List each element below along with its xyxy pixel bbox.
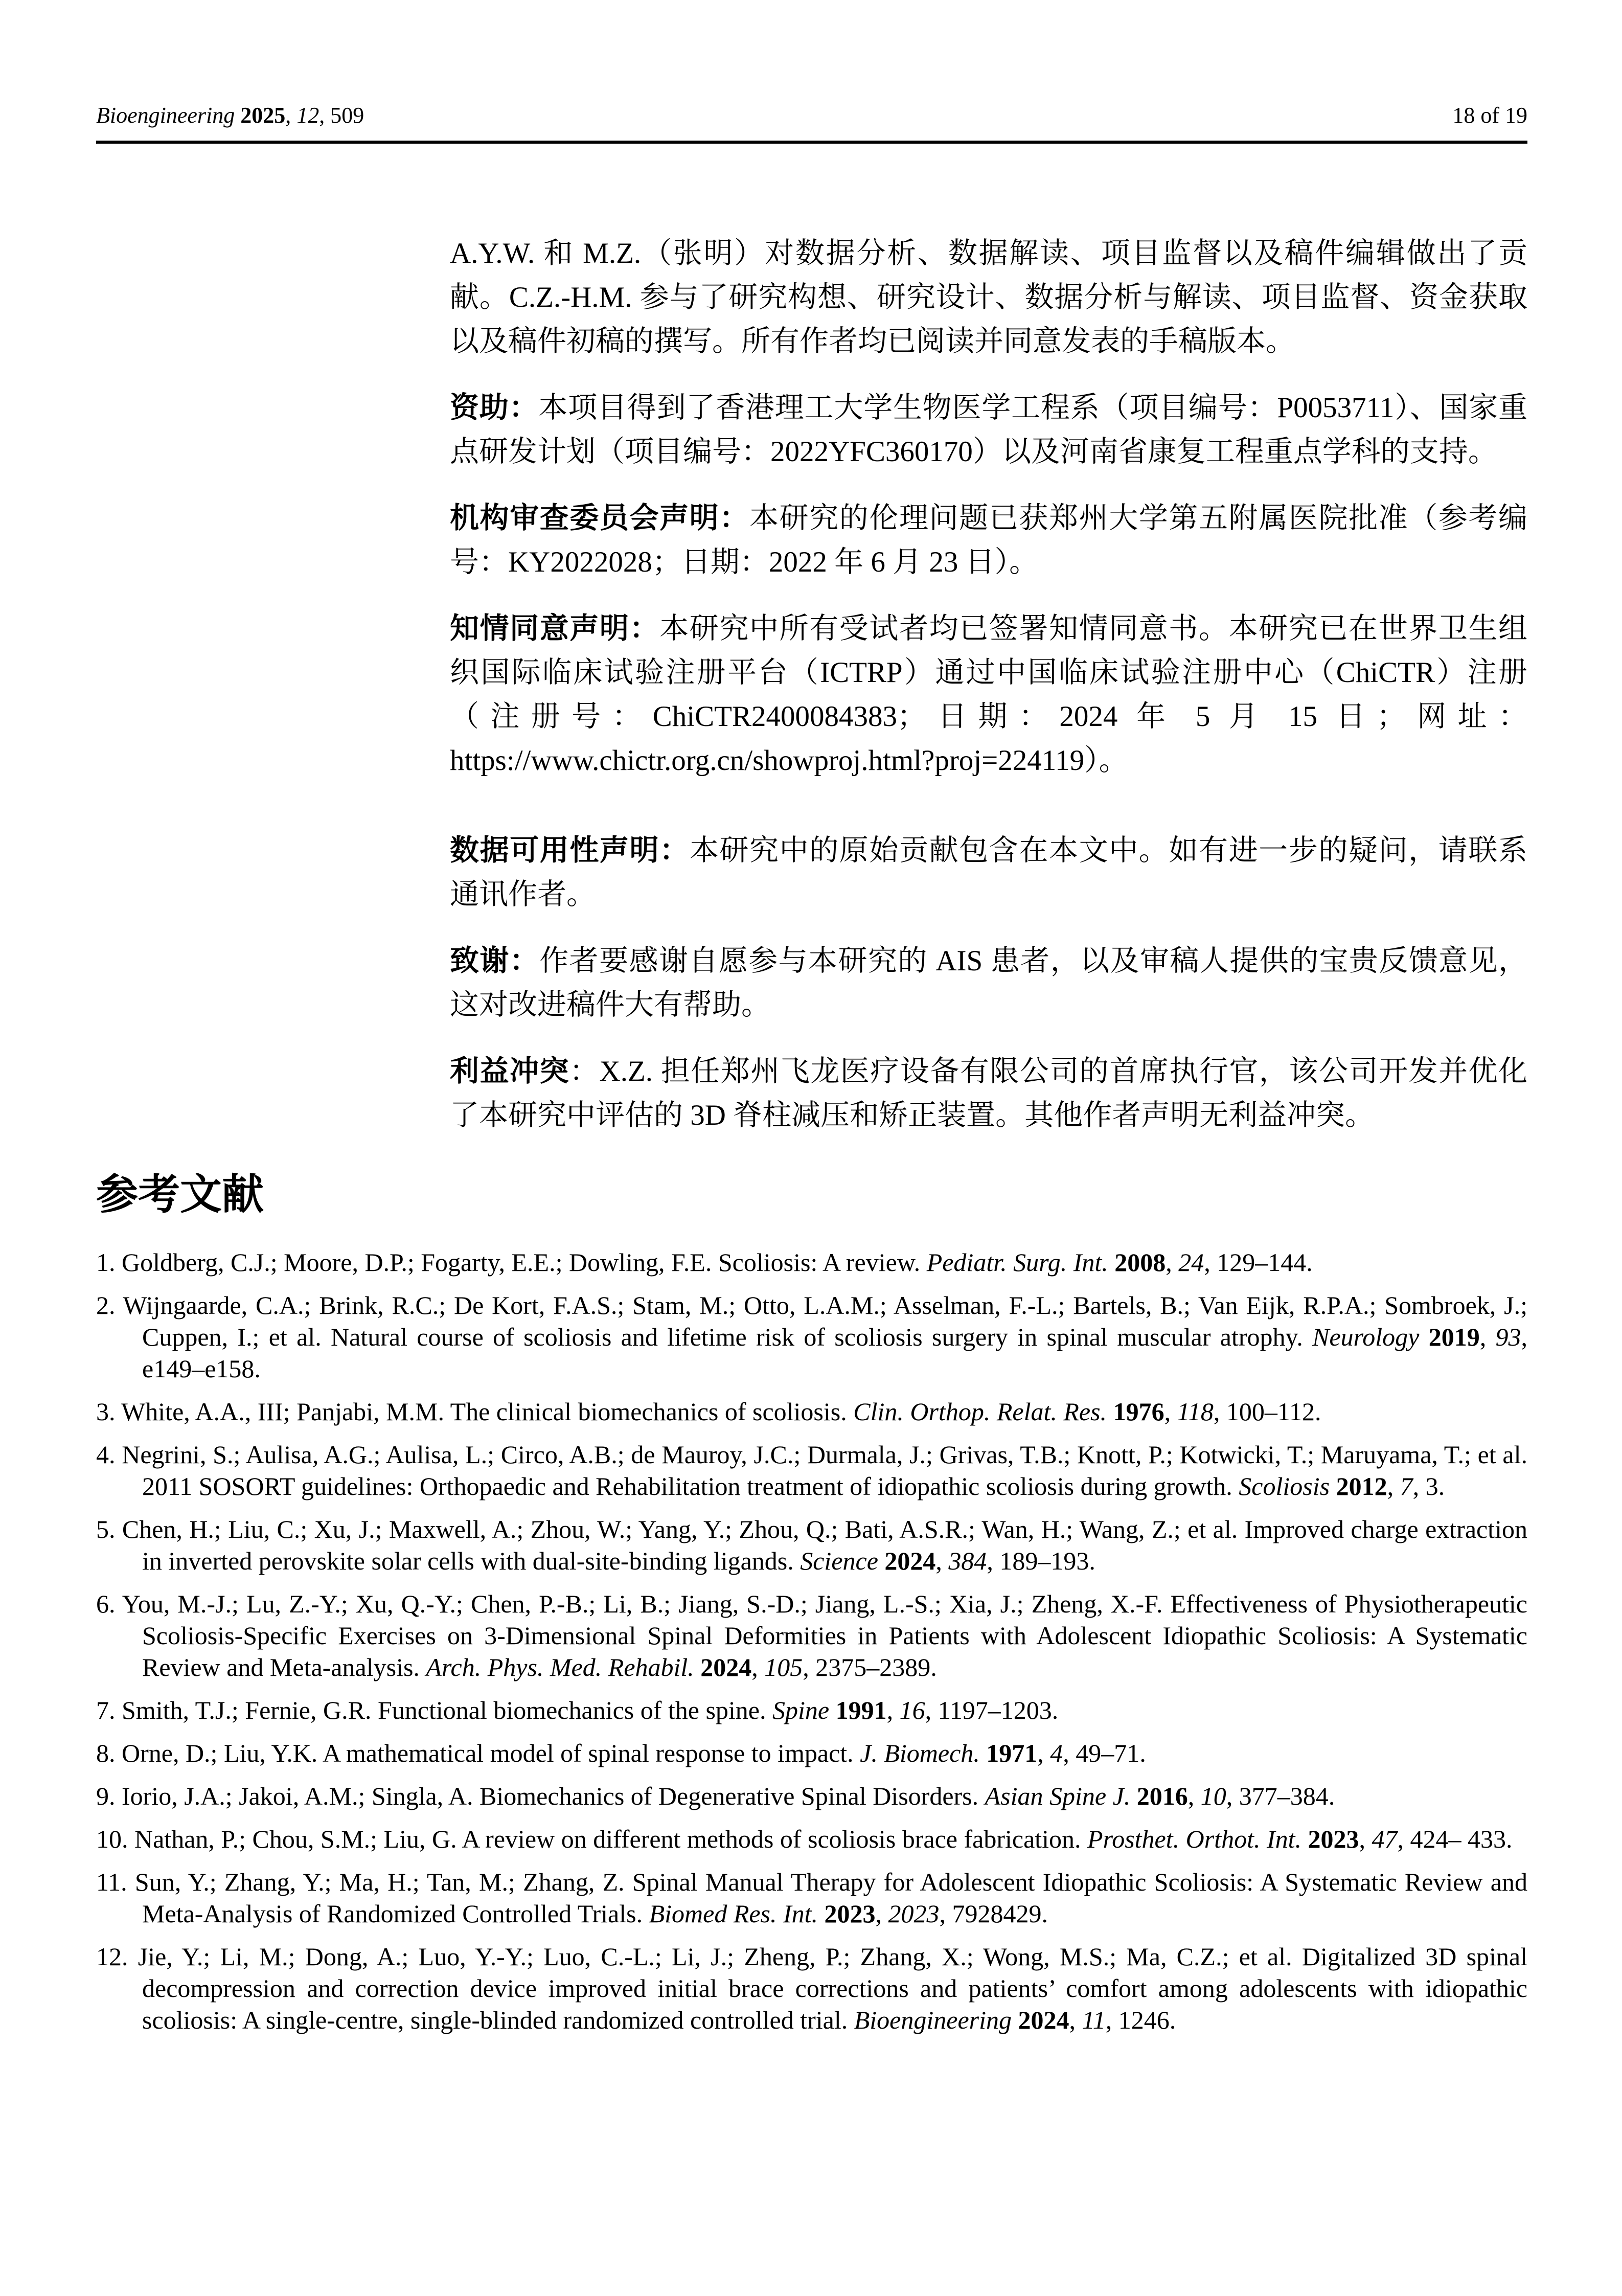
text-run: Orne, D.; Liu, Y.K. A mathematical model of spinal response to impact. [122, 1738, 860, 1767]
text-run [1012, 2006, 1018, 2034]
text-run: Clin. Orthop. Relat. Res. [853, 1397, 1107, 1426]
backmatter-paragraph [450, 1050, 1527, 1138]
text-run: J. Biomech. [860, 1738, 980, 1767]
text-run: Sun, Y.; Zhang, Y.; Ma, H.; Tan, M.; Zhang, Z. Spinal Manual Therapy for Adolescent Idiopathic Scoliosis: A Systematic Review and Meta-Analysis of Randomized Controlled Trials. [134, 1867, 1528, 1928]
text-run: , 377–384. [1226, 1781, 1335, 1810]
text-run: 2019 [1428, 1322, 1480, 1351]
text-run: Bioengineering [96, 103, 241, 128]
text-run: , 509 [319, 103, 364, 128]
reference-item [96, 1823, 1527, 1855]
text-run: 7 [1400, 1471, 1413, 1501]
text-run: 2025 [240, 103, 286, 128]
text-run [1301, 1825, 1308, 1853]
text-run: 47 [1372, 1824, 1398, 1853]
paragraph-text: 本研究的伦理问题已获郑州大学第五附属医院批准（参考编号：KY2022028；日期：2022 年 6 月 23 日）。 [450, 502, 1527, 578]
text-run: , [1187, 1781, 1201, 1810]
paragraph-text: 本研究中所有受试者均已签署知情同意书。本研究已在世界卫生组织国际临床试验注册平台（ICTRP）通过中国临床试验注册中心（ChiCTR）注册（注册号：ChiCTR2400084383；日期：2024 年 5 月 15 日；网址：https://www.chictr.org.cn/showproj.html?proj=224119）。 [450, 612, 1528, 777]
reference-text [116, 1397, 1321, 1426]
reference-item [96, 1246, 1527, 1278]
paragraph-text: A.Y.W. 和 M.Z.（张明）对数据分析、数据解读、项目监督以及稿件编辑做出了贡献。C.Z.-H.M. 参与了研究构想、研究设计、数据分析与解读、项目监督、资金获取以及稿件初稿的撰写。所有作者均已阅读并同意发表的手稿版本。 [450, 237, 1527, 357]
text-run: Bioengineering [854, 2005, 1012, 2034]
text-run: Arch. Phys. Med. Rehabil. [426, 1652, 694, 1681]
text-run: 2023 [888, 1899, 940, 1928]
text-run: 24 [1178, 1247, 1204, 1277]
text-run: Biomed Res. Int. [649, 1899, 818, 1928]
reference-number: 3. [96, 1397, 116, 1426]
paragraph-label: 知情同意声明： [450, 612, 660, 645]
text-run: 2024 [700, 1652, 752, 1681]
reference-item [96, 1737, 1527, 1769]
text-run [878, 1547, 885, 1575]
text-run: , 424– 433. [1397, 1824, 1513, 1853]
text-run [1419, 1323, 1428, 1351]
text-run: , 189–193. [987, 1546, 1095, 1575]
text-run: , [1164, 1397, 1177, 1426]
text-run: , 129–144. [1204, 1247, 1313, 1277]
text-run: , [935, 1546, 949, 1575]
text-run: 11 [1082, 2005, 1106, 2034]
backmatter-paragraph [450, 386, 1527, 474]
paragraph-text: 本项目得到了香港理工大学生物医学工程系（项目编号：P0053711）、国家重点研发计划（项目编号：2022YFC360170）以及河南省康复工程重点学科的支持。 [450, 391, 1527, 468]
text-run: , [751, 1652, 765, 1681]
reference-text [116, 1248, 1313, 1277]
text-run: , 2375–2389. [803, 1652, 937, 1681]
text-run: You, M.-J.; Lu, Z.-Y.; Xu, Q.-Y.; Chen, P.-B.; Li, B.; Jiang, S.-D.; Jiang, L.-S.; Xia, J.; Zheng, X.-F. Effectiveness of Physiotherapeutic Scoliosis-Specific Exercises on 3-Dimensional Spinal Deformities in Patients with Adolescent Idiopathic Scoliosis: A Systematic Review and Meta-analysis. [122, 1589, 1527, 1681]
text-run: , [875, 1899, 888, 1928]
text-run: Neurology [1312, 1322, 1420, 1351]
reference-text [116, 1739, 1146, 1767]
text-run: 16 [899, 1695, 925, 1724]
text-run: , [1037, 1738, 1050, 1767]
references-heading: 参考文献 [96, 1171, 264, 1218]
text-run: 1971 [986, 1738, 1038, 1767]
text-run: , 3. [1412, 1471, 1445, 1501]
text-run: , [1069, 2005, 1082, 2034]
backmatter-paragraph [450, 232, 1527, 363]
text-run: , 7928429. [939, 1899, 1048, 1928]
text-run: , [886, 1695, 900, 1724]
reference-number: 4. [96, 1440, 116, 1469]
text-run: 10 [1200, 1781, 1226, 1810]
text-run: Nathan, P.; Chou, S.M.; Liu, G. A review on different methods of scoliosis brace fabrication. [134, 1824, 1088, 1853]
text-run: Jie, Y.; Li, M.; Dong, A.; Luo, Y.-Y.; Luo, C.-L.; Li, J.; Zheng, P.; Zhang, X.; Wong, M.S.; Ma, C.Z.; et al. Digitalized 3D spinal decompression and correction device improved initial brace corrections and patients’ comfort among adolescents with idiopathic scoliosis: A single-centre, single-blinded randomized controlled trial. [138, 1942, 1528, 2034]
text-run [1130, 1782, 1137, 1810]
reference-text [128, 1942, 1528, 2034]
text-run: 1976 [1113, 1397, 1164, 1426]
text-run: , [285, 103, 297, 128]
reference-number: 11. [96, 1867, 127, 1896]
text-run: Chen, H.; Liu, C.; Xu, J.; Maxwell, A.; Zhou, W.; Yang, Y.; Zhou, Q.; Bati, A.S.R.; Wan, H.; Wang, Z.; et al. Improved charge extraction in inverted perovskite solar cells with dual-site-binding ligands. [122, 1514, 1528, 1575]
reference-text [116, 1589, 1528, 1681]
text-run: , [1387, 1471, 1400, 1501]
paragraph-label: 资助： [450, 391, 539, 424]
reference-text [116, 1696, 1059, 1724]
text-run: 4 [1050, 1738, 1063, 1767]
text-run [980, 1739, 987, 1767]
header-rule [96, 141, 1527, 144]
paragraph-text: 本研究中的原始贡献包含在本文中。如有进一步的疑问，请联系通讯作者。 [450, 834, 1528, 911]
text-run: 2024 [1018, 2005, 1069, 2034]
reference-item [96, 1694, 1527, 1726]
backmatter-paragraph [450, 939, 1527, 1027]
backmatter-paragraph [450, 496, 1527, 584]
reference-item [96, 1439, 1527, 1502]
text-run: , [1479, 1322, 1496, 1351]
reference-number: 8. [96, 1738, 116, 1767]
reference-item [96, 1866, 1527, 1929]
reference-item [96, 1588, 1527, 1683]
text-run: 93 [1495, 1322, 1521, 1351]
reference-text [116, 1291, 1528, 1383]
text-run: 2008 [1114, 1247, 1166, 1277]
text-run: Negrini, S.; Aulisa, A.G.; Aulisa, L.; Circo, A.B.; de Mauroy, J.C.; Durmala, J.; Grivas, T.B.; Knott, P.; Kotwicki, T.; Maruyama, T.; et al. 2011 SOSORT guidelines: Orthopaedic and Rehabilitation treatment of idiopathic scoliosis during growth. [122, 1440, 1528, 1501]
reference-number: 12. [96, 1942, 128, 1971]
backmatter-paragraph [450, 829, 1527, 917]
text-run: Iorio, J.A.; Jakoi, A.M.; Singla, A. Biomechanics of Degenerative Spinal Disorders. [122, 1781, 985, 1810]
text-run: 384 [948, 1546, 987, 1575]
text-run: , 1197–1203. [925, 1695, 1059, 1724]
text-run: 105 [764, 1652, 803, 1681]
reference-text [128, 1825, 1513, 1853]
text-run: Pediatr. Surg. Int. [926, 1247, 1108, 1277]
text-run: , [1166, 1247, 1179, 1277]
journal-citation [96, 102, 364, 129]
reference-item [96, 1396, 1527, 1427]
page-body [96, 232, 1527, 2036]
text-run: 2023 [824, 1899, 876, 1928]
text-run: , e149–e158. [142, 1322, 1528, 1383]
reference-text [127, 1868, 1527, 1928]
reference-item [96, 1780, 1527, 1812]
text-run: Scoliosis [1239, 1471, 1330, 1501]
references-list [96, 1246, 1527, 2036]
reference-item [96, 1941, 1527, 2036]
text-run: Asian Spine J. [985, 1781, 1131, 1810]
text-run: 2012 [1336, 1471, 1387, 1501]
text-run [829, 1696, 836, 1724]
text-run: 118 [1177, 1397, 1214, 1426]
text-run: Goldberg, C.J.; Moore, D.P.; Fogarty, E.E.; Dowling, F.E. Scoliosis: A review. [122, 1247, 927, 1277]
text-run: Smith, T.J.; Fernie, G.R. Functional biomechanics of the spine. [122, 1695, 772, 1724]
reference-number: 1. [96, 1247, 116, 1277]
text-run: , 49–71. [1063, 1738, 1146, 1767]
text-run: Wijngaarde, C.A.; Brink, R.C.; De Kort, F.A.S.; Stam, M.; Otto, L.A.M.; Asselman, F.-L.; Bartels, B.; Van Eijk, R.P.A.; Sombroek, J.; Cuppen, I.; et al. Natural course of scoliosis and lifetime risk of scoliosis surgery in spinal muscular atrophy. [123, 1290, 1527, 1351]
text-run [1108, 1248, 1115, 1277]
text-run: 2016 [1136, 1781, 1188, 1810]
text-run: Prosthet. Orthot. Int. [1087, 1824, 1302, 1853]
text-run: 1991 [835, 1695, 887, 1724]
reference-item [96, 1289, 1527, 1384]
paragraph-text: 作者要感谢自愿参与本研究的 AIS 患者，以及审稿人提供的宝贵反馈意见，这对改进稿件大有帮助。 [450, 944, 1528, 1021]
page-number: 18 of 19 [1452, 103, 1527, 128]
reference-number: 5. [96, 1514, 116, 1543]
paragraph-label: 机构审查委员会声明： [450, 502, 749, 534]
page-header [96, 102, 1527, 129]
paragraph-label: 致谢： [450, 944, 540, 977]
text-run: , 1246. [1105, 2005, 1176, 2034]
backmatter-section [450, 232, 1527, 1138]
text-run [694, 1653, 701, 1681]
reference-text [116, 1440, 1528, 1501]
reference-text [116, 1515, 1528, 1575]
text-run: Science [800, 1546, 878, 1575]
reference-number: 7. [96, 1695, 116, 1724]
reference-number: 2. [96, 1290, 116, 1320]
backmatter-paragraph [450, 607, 1527, 783]
reference-item [96, 1513, 1527, 1577]
text-run: Spine [772, 1695, 830, 1724]
reference-number: 10. [96, 1824, 128, 1853]
reference-text [116, 1782, 1335, 1810]
text-run: 12 [296, 103, 319, 128]
text-run: 2023 [1308, 1824, 1359, 1853]
paragraph-label: 数据可用性声明： [450, 834, 690, 867]
text-run: White, A.A., III; Panjabi, M.M. The clinical biomechanics of scoliosis. [121, 1397, 854, 1426]
reference-number: 6. [96, 1589, 116, 1618]
text-run [1107, 1397, 1113, 1426]
text-run: , [1359, 1824, 1372, 1853]
reference-number: 9. [96, 1781, 116, 1810]
text-run [1330, 1472, 1336, 1501]
text-run [818, 1899, 825, 1928]
text-run: , 100–112. [1213, 1397, 1321, 1426]
paragraph-text: ：X.Z. 担任郑州飞龙医疗设备有限公司的首席执行官，该公司开发并优化了本研究中评估的 3D 脊柱减压和矫正装置。其他作者声明无利益冲突。 [450, 1055, 1527, 1131]
text-run: 2024 [884, 1546, 936, 1575]
paragraph-label: 利益冲突 [450, 1055, 570, 1087]
